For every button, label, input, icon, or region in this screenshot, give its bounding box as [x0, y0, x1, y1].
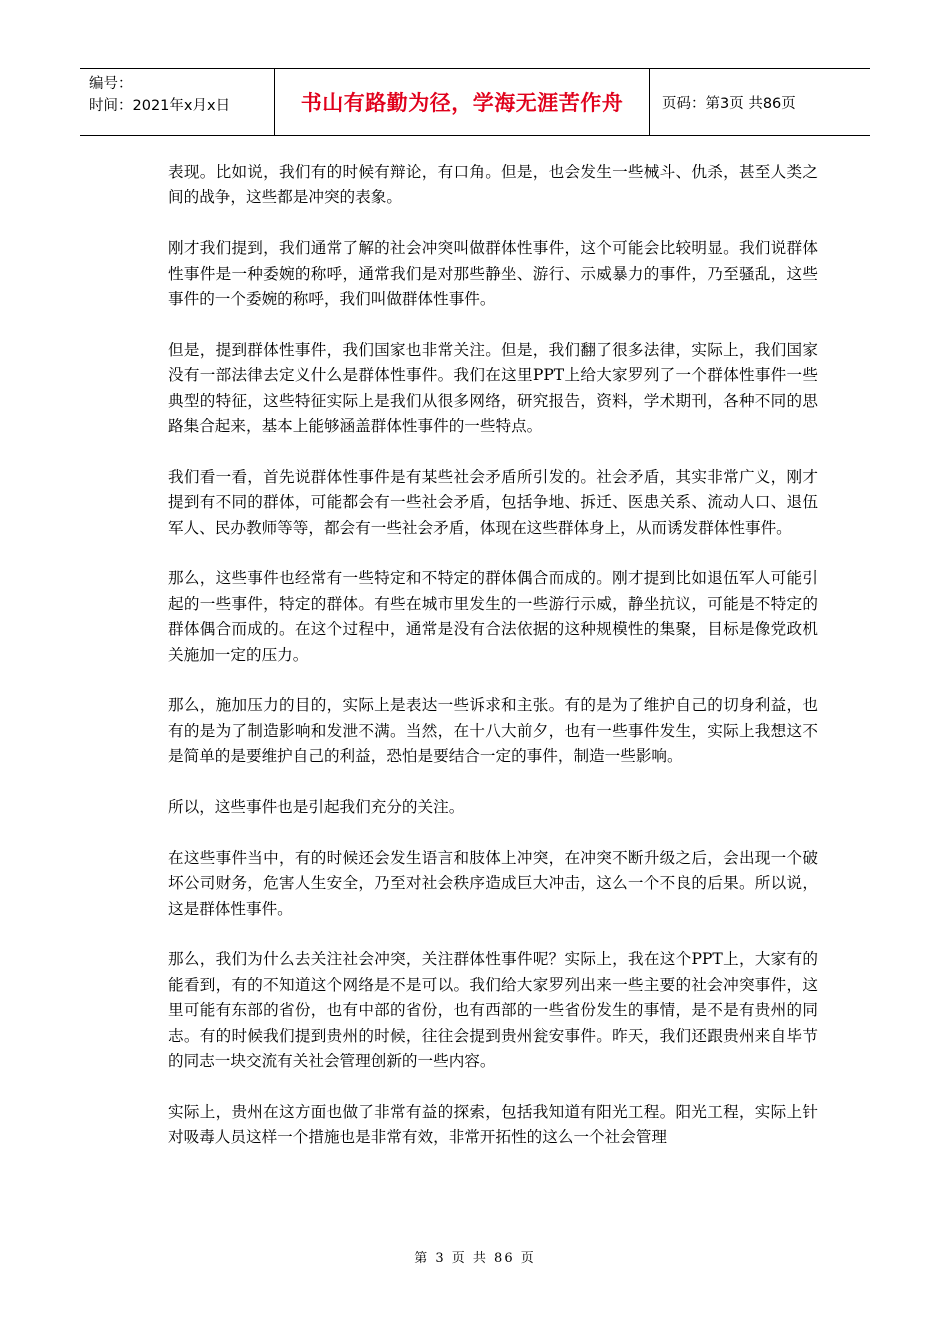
paragraph: 那么，我们为什么去关注社会冲突，关注群体性事件呢？实际上，我在这个PPT上，大家有的能看到，有的不知道这个网络是不是可以。我们给大家罗列出来一些主要的社会冲突事件，这里可能有东部的省份，也有中部的省份，也有西部的一些省份发生的事情，是不是有贵州的同志。有的时候我们提到贵州的时候，往往会提到贵州瓮安事件。昨天，我们还跟贵州来自毕节的同志一块交流有关社会管理创新的一些内容。 — [168, 950, 818, 1071]
paragraph: 在这些事件当中，有的时候还会发生语言和肢体上冲突，在冲突不断升级之后，会出现一个破坏公司财务，危害人生安全，乃至对社会秩序造成巨大冲击，这么一个不良的后果。所以说，这是群体性事件。 — [168, 848, 818, 918]
paragraph: 我们看一看，首先说群体性事件是有某些社会矛盾所引发的。社会矛盾，其实非常广义，刚才提到有不同的群体，可能都会有一些社会矛盾，包括争地、拆迁、医患关系、流动人口、退伍军人、民办教师等等，都会有一些社会矛盾，体现在这些群体身上，从而诱发群体性事件。 — [168, 467, 818, 537]
document-body — [168, 160, 818, 1176]
document-header — [80, 68, 870, 136]
document-number-label: 编号： — [89, 76, 133, 92]
page-footer: 第 3 页 共 86 页 — [414, 1251, 536, 1266]
header-page-cell — [650, 69, 870, 135]
paragraph: 那么，施加压力的目的，实际上是表达一些诉求和主张。有的是为了维护自己的切身利益，也有的是为了制造影响和发泄不满。当然，在十八大前夕，也有一些事件发生，实际上我想这不是简单的是要维护自己的利益，恐怕是要结合一定的事件，制造一些影响。 — [168, 696, 818, 766]
paragraph: 表现。比如说，我们有的时候有辩论，有口角。但是，也会发生一些械斗、仇杀，甚至人类之间的战争，这些都是冲突的表象。 — [168, 163, 818, 207]
paragraph: 所以，这些事件也是引起我们充分的关注。 — [168, 798, 465, 817]
paragraph: 刚才我们提到，我们通常了解的社会冲突叫做群体性事件，这个可能会比较明显。我们说群体性事件是一种委婉的称呼，通常我们是对那些静坐、游行、示威暴力的事件，乃至骚乱，这些事件的一个委婉的称呼，我们叫做群体性事件。 — [168, 239, 818, 309]
document-date-label: 时间：2021年x月x日 — [89, 98, 231, 114]
header-motto: 书山有路勤为径，学海无涯苦作舟 — [300, 91, 624, 115]
header-page-label: 页码：第3页 共86页 — [662, 95, 796, 112]
paragraph: 实际上，贵州在这方面也做了非常有益的探索，包括我知道有阳光工程。阳光工程，实际上针对吸毒人员这样一个措施也是非常有效，非常开拓性的这么一个社会管理 — [168, 1102, 818, 1147]
header-motto-cell — [275, 69, 650, 135]
header-meta — [80, 69, 275, 135]
paragraph: 但是，提到群体性事件，我们国家也非常关注。但是，我们翻了很多法律，实际上，我们国家没有一部法律去定义什么是群体性事件。我们在这里PPT上给大家罗列了一个群体性事件一些典型的特征，这些特征实际上是我们从很多网络，研究报告，资料，学术期刊，各种不同的思路集合起来，基本上能够涵盖群体性事件的一些特点。 — [168, 340, 818, 436]
paragraph: 那么，这些事件也经常有一些特定和不特定的群体偶合而成的。刚才提到比如退伍军人可能引起的一些事件，特定的群体。有些在城市里发生的一些游行示威，静坐抗议，可能是不特定的群体偶合而成的。在这个过程中，通常是没有合法依据的这种规模性的集聚，目标是像党政机关施加一定的压力。 — [168, 569, 818, 664]
